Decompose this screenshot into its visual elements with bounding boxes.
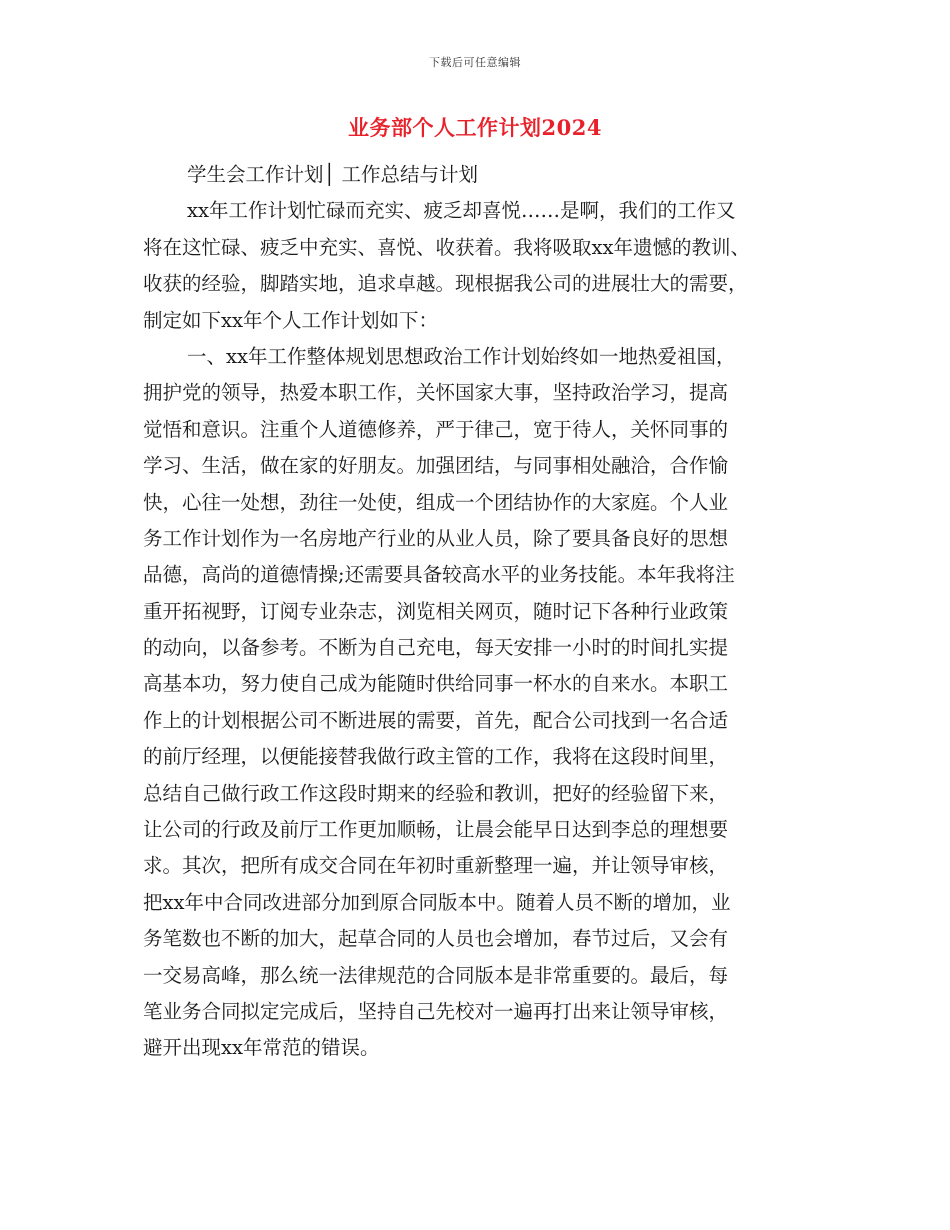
header-note: 下载后可任意编辑 [429,56,521,69]
body-line: 把xx年中合同改进部分加到原合同版本中。随着人员不断的增加，业 [143,890,731,914]
body-line: 品德，高尚的道德情操;还需要具备较高水平的业务技能。本年我将注 [143,563,735,587]
body-line: 学习、生活，做在家的好朋友。加强团结，与同事相处融洽，合作愉 [143,454,729,478]
body-line: 拥护党的领导，热爱本职工作，关怀国家大事，坚持政治学习，提高 [143,381,729,405]
body-line: 将在这忙碌、疲乏中充实、喜悦、收获着。我将吸取xx年遗憾的教训、 [143,235,750,259]
body-line: 的动向，以备参考。不断为自己充电，每天安排一小时的时间扎实提 [143,636,729,660]
body-line: 作上的计划根据公司不断进展的需要，首先，配合公司找到一名合适 [143,708,729,732]
body-line: 务笔数也不断的加大，起草合同的人员也会增加，春节过后，又会有 [143,927,729,951]
body-line: 的前厅经理，以便能接替我做行政主管的工作，我将在这段时间里， [143,745,729,769]
body-line: 务工作计划作为一名房地产行业的从业人员，除了要具备良好的思想 [143,526,729,550]
body-line: 求。其次，把所有成交合同在年初时重新整理一遍，并让领导审核， [143,854,729,878]
body-line: xx年工作计划忙碌而充实、疲乏却喜悦……是啊，我们的工作又 [187,199,736,223]
body-line: 快，心往一处想，劲往一处使，组成一个团结协作的大家庭。个人业 [143,490,729,514]
body-line: 避开出现xx年常范的错误。 [143,1036,380,1060]
body-line: 总结自己做行政工作这段时期来的经验和教训，把好的经验留下来， [143,781,729,805]
body-line: 收获的经验，脚踏实地，追求卓越。现根据我公司的进展壮大的需要， [143,272,748,296]
body-line: 制定如下xx年个人工作计划如下： [143,308,438,332]
body-line: 高基本功，努力使自己成为能随时供给同事一杯水的自来水。本职工 [143,672,729,696]
body-line: 重开拓视野，订阅专业杂志，浏览相关网页，随时记下各种行业政策 [143,599,729,623]
document-title: 业务部个人工作计划2024 [348,115,602,140]
body-line: 一交易高峰，那么统一法律规范的合同版本是非常重要的。最后，每 [143,963,729,987]
body-line: 让公司的行政及前厅工作更加顺畅，让晨会能早日达到李总的理想要 [143,818,729,842]
body-line: 觉悟和意识。注重个人道德修养，严于律己，宽于待人，关怀同事的 [143,417,729,441]
body-line: 一、xx年工作整体规划思想政治工作计划始终如一地热爱祖国， [187,344,736,368]
body-line: 学生会工作计划│ 工作总结与计划 [187,163,478,186]
document-body [143,157,815,1067]
body-line: 笔业务合同拟定完成后，坚持自己先校对一遍再打出来让领导审核， [143,999,729,1023]
